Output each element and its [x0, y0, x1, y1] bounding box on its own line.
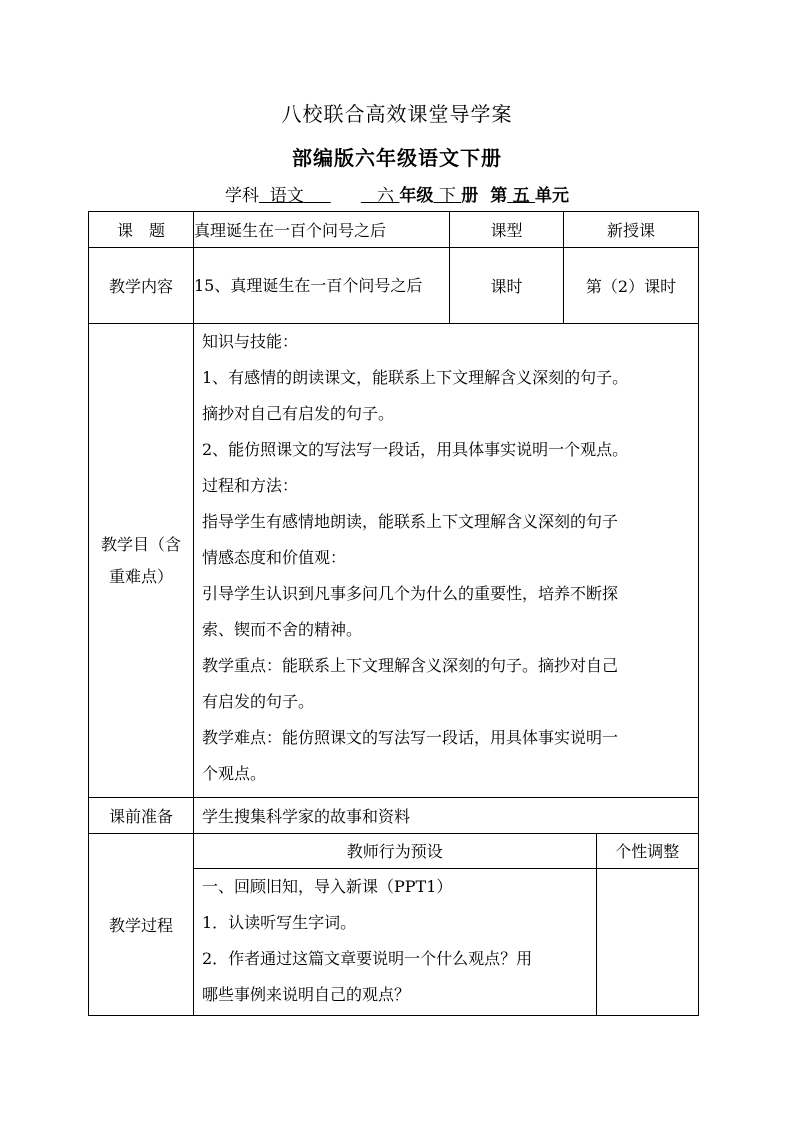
process-header-row: [194, 834, 698, 868]
topic-value: 真理诞生在一百个问号之后: [194, 212, 450, 248]
goal-line: 教学重点：能联系上下文理解含义深刻的句子。摘抄对自己: [202, 656, 619, 675]
goal-line: 引导学生认识到凡事多问几个为什么的重要性，培养不断探: [202, 584, 619, 603]
personal-adjustment-header: 个性调整: [596, 834, 698, 868]
lesson-plan-table: [88, 211, 699, 1016]
page-subtitle: 部编版六年级语文下册: [292, 146, 502, 170]
goal-line: 过程和方法：: [202, 476, 299, 495]
teacher-behavior-header: 教师行为预设: [194, 834, 596, 868]
content-row: [89, 248, 699, 324]
grade-label: 年级: [399, 186, 434, 206]
class-hour-value: 第（2）课时: [564, 248, 699, 324]
subject-value: 语文: [269, 186, 304, 206]
lesson-type-label: 课型: [450, 212, 564, 248]
goal-line: 1、有感情的朗读课文，能联系上下文理解含义深刻的句子。: [202, 368, 629, 387]
goal-line: 教学难点：能仿照课文的写法写一段话，用具体事实说明一: [202, 728, 619, 747]
goal-line: 指导学生有感情地朗读，能联系上下文理解含义深刻的句子: [202, 512, 619, 531]
page-title: 八校联合高效课堂导学案: [281, 102, 513, 126]
process-row: [89, 834, 699, 1016]
goals-label-line2: 重难点）: [108, 566, 173, 586]
process-cell: [194, 834, 699, 1016]
prep-value: 学生搜集科学家的故事和资料: [194, 798, 699, 834]
process-body-row: [194, 868, 698, 1015]
unit-label: 单元: [535, 186, 570, 206]
goals-row: [89, 324, 699, 798]
term-value: 下: [438, 186, 456, 206]
goals-content: [194, 324, 699, 798]
content-value: 15、真理诞生在一百个问号之后: [194, 248, 450, 324]
personal-adjustment-content: [596, 868, 698, 1015]
process-label: 教学过程: [89, 834, 194, 1016]
goal-line: 知识与技能：: [202, 332, 299, 351]
term-label: 册: [461, 186, 479, 206]
process-line: 一、回顾旧知，导入新课（PPT1）: [202, 876, 453, 896]
prep-label: 课前准备: [89, 798, 194, 834]
goal-line: 情感态度和价值观：: [202, 548, 347, 567]
goal-line: 有启发的句子。: [202, 692, 315, 711]
class-hour-label: 课时: [450, 248, 564, 324]
goal-line: 2、能仿照课文的写法写一段话，用具体事实说明一个观点。: [202, 440, 629, 459]
process-line: 2．作者通过这篇文章要说明一个什么观点？用: [202, 948, 533, 968]
prep-row: [89, 798, 699, 834]
subject-grade-line: [0, 181, 794, 206]
goals-label-line1: 教学目（含: [100, 534, 181, 554]
lesson-type-value: 新授课: [564, 212, 699, 248]
topic-label: 课 题: [89, 212, 194, 248]
goal-line: 个观点。: [202, 764, 267, 783]
content-label: 教学内容: [89, 248, 194, 324]
process-line: 哪些事例来说明自己的观点？: [202, 984, 411, 1004]
process-line: 1．认读听写生字词。: [202, 912, 357, 932]
subject-label: 学科: [224, 186, 259, 206]
teacher-behavior-content: [194, 868, 596, 1015]
unit-prefix: 第: [490, 186, 508, 206]
topic-row: [89, 212, 699, 248]
process-inner-table: [194, 834, 698, 1015]
grade-value: 六: [377, 186, 395, 206]
goal-line: 摘抄对自己有启发的句子。: [202, 404, 395, 423]
unit-value: 五: [512, 186, 530, 206]
goal-line: 索、锲而不舍的精神。: [202, 620, 363, 639]
goals-label: [89, 324, 194, 798]
